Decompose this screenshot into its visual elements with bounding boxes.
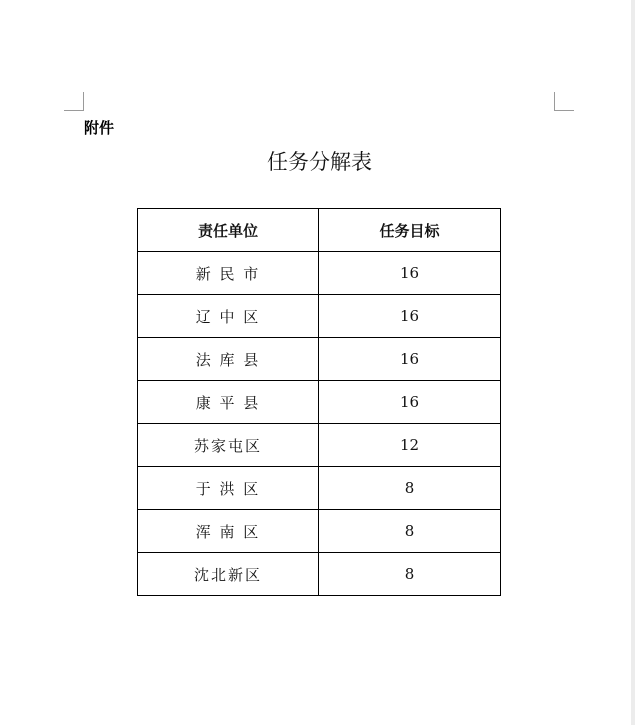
target-cell: 8 bbox=[319, 510, 501, 553]
unit-cell: 法 库 县 bbox=[138, 338, 319, 381]
crop-mark-top-right bbox=[554, 92, 555, 111]
target-cell: 8 bbox=[319, 467, 501, 510]
header-responsible-unit: 责任单位 bbox=[138, 209, 319, 252]
target-cell: 16 bbox=[319, 338, 501, 381]
target-cell: 16 bbox=[319, 295, 501, 338]
crop-mark-top-left-horizontal bbox=[64, 110, 84, 111]
table-row bbox=[138, 338, 501, 381]
unit-cell: 新 民 市 bbox=[138, 252, 319, 295]
task-table bbox=[137, 208, 501, 596]
target-cell: 16 bbox=[319, 381, 501, 424]
unit-cell: 浑 南 区 bbox=[138, 510, 319, 553]
table-row bbox=[138, 252, 501, 295]
target-cell: 12 bbox=[319, 424, 501, 467]
table-row bbox=[138, 381, 501, 424]
document-title: 任务分解表 bbox=[267, 150, 372, 174]
unit-cell: 苏家屯区 bbox=[138, 424, 319, 467]
target-cell: 8 bbox=[319, 553, 501, 596]
table-row bbox=[138, 510, 501, 553]
table-header-row bbox=[138, 209, 501, 252]
crop-mark-top-left bbox=[83, 92, 84, 111]
attachment-label: 附件 bbox=[84, 119, 115, 137]
unit-cell: 沈北新区 bbox=[138, 553, 319, 596]
table-row bbox=[138, 553, 501, 596]
unit-cell: 于 洪 区 bbox=[138, 467, 319, 510]
unit-cell: 辽 中 区 bbox=[138, 295, 319, 338]
table-row bbox=[138, 467, 501, 510]
header-task-target: 任务目标 bbox=[319, 209, 501, 252]
crop-mark-top-right-horizontal bbox=[554, 110, 574, 111]
target-cell: 16 bbox=[319, 252, 501, 295]
unit-cell: 康 平 县 bbox=[138, 381, 319, 424]
table-row bbox=[138, 424, 501, 467]
page-edge-shadow bbox=[631, 0, 635, 725]
table-row bbox=[138, 295, 501, 338]
